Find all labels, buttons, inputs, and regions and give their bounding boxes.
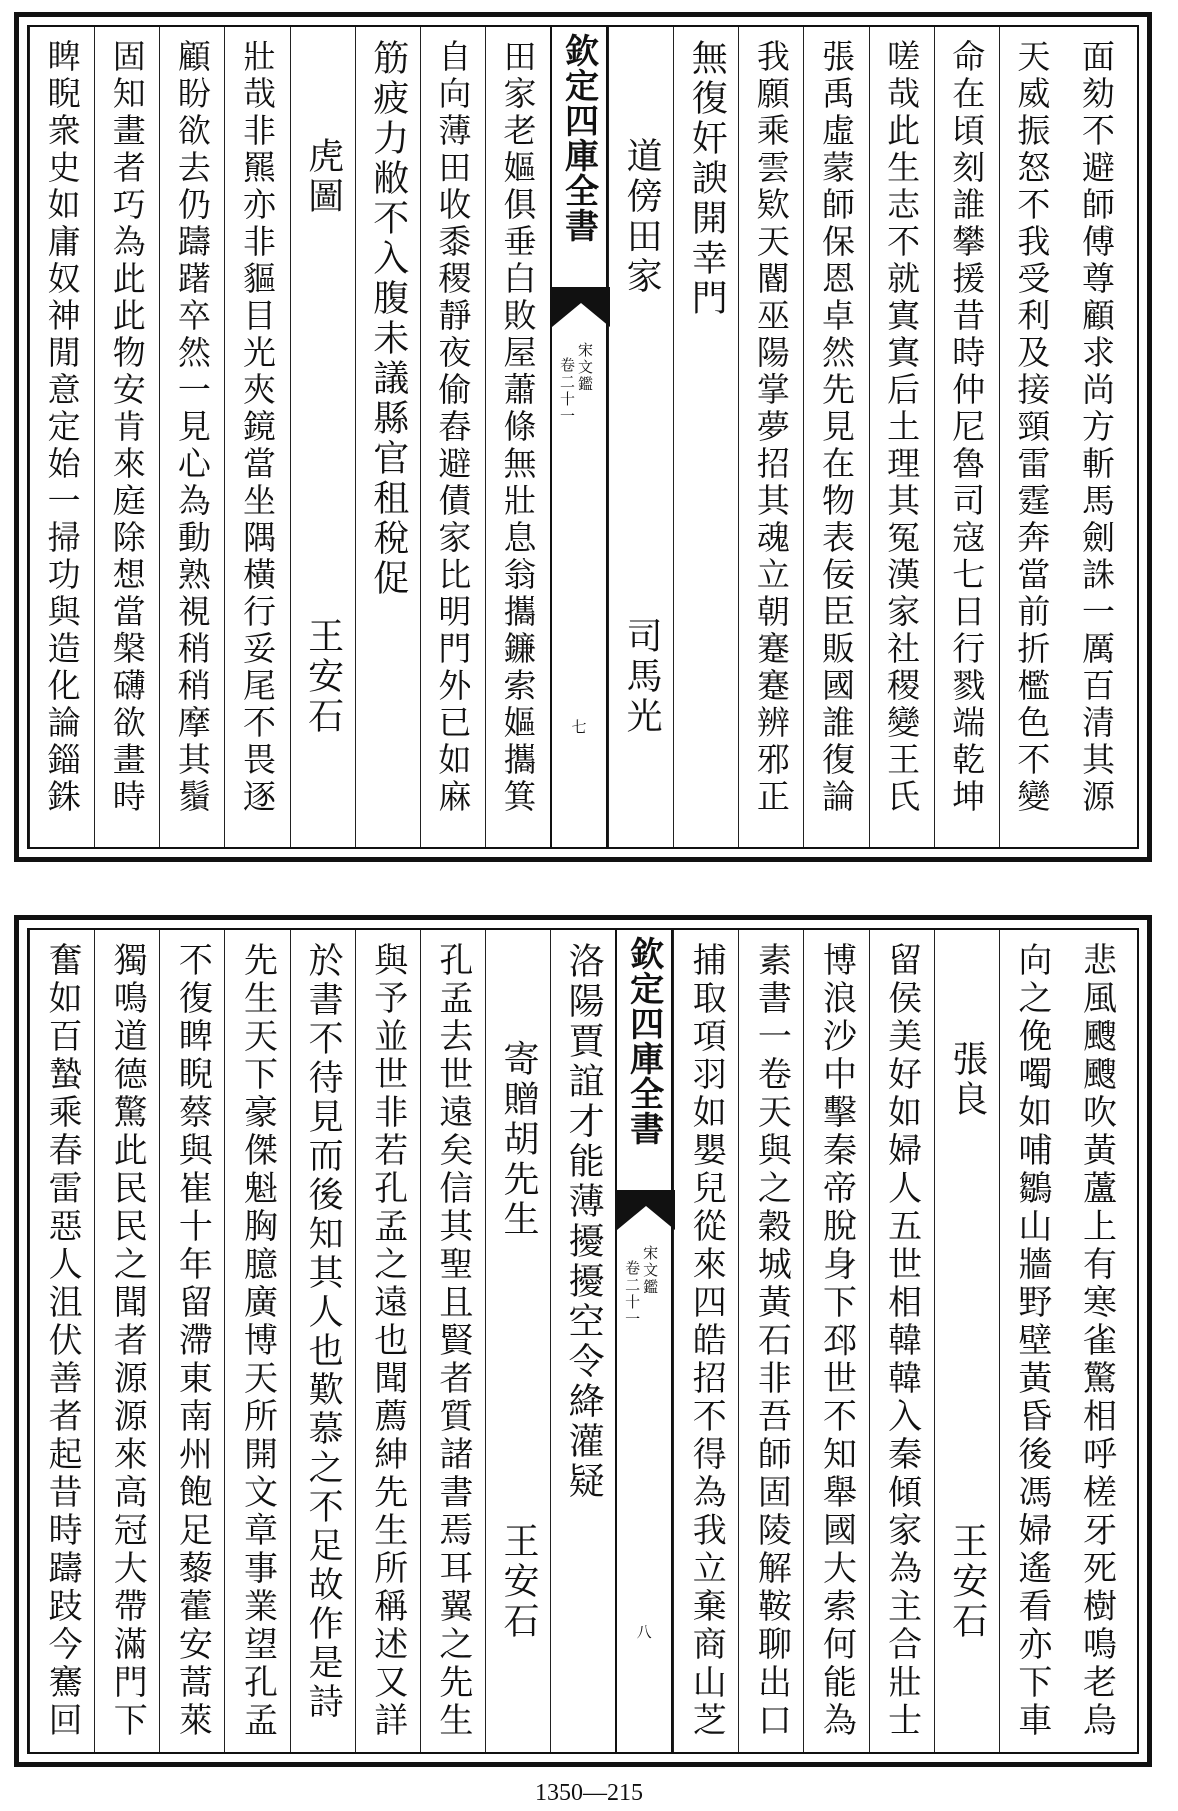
- text-column: [673, 930, 738, 1752]
- poem-author: 王安石: [497, 1522, 539, 1642]
- text-column: [29, 27, 94, 847]
- column-text: 於書不待見而後知其人也歎慕之不足故作是詩: [303, 942, 344, 1722]
- column-text: 捕取項羽如嬰兒從來四皓招不得為我立棄商山芝: [686, 942, 727, 1740]
- book-title: 欽定四庫全書: [558, 33, 599, 243]
- column-text: 孔孟去世遠矣信其聖且賢者質諸書焉耳翼之先生: [432, 942, 473, 1740]
- text-column: [290, 930, 355, 1752]
- column-text: 向之俛噣如哺鶵山牆野壁黃昏後馮婦遙看亦下車: [1011, 942, 1052, 1740]
- column-text: 顧盼欲去仍躊躇卒然一見心為動熟視稍稍摩其鬚: [172, 39, 212, 816]
- column-text: 筋疲力敝不入腹未議縣官租稅促: [367, 39, 409, 599]
- leaf-number: 七: [571, 718, 587, 736]
- page-bottom: [14, 915, 1152, 1767]
- poem-title: 張良: [946, 1040, 988, 1120]
- poem-title: 寄贈胡先生: [497, 1040, 539, 1240]
- poem-title: 虎圖: [302, 137, 344, 217]
- text-column: [355, 27, 420, 847]
- column-text: 嗟哉此生志不就寘寘后土理其冤漢家社稷變王氏: [882, 39, 922, 816]
- text-column: [934, 27, 999, 847]
- text-columns: [29, 930, 1137, 1752]
- book-gutter: [615, 930, 673, 1752]
- column-text: 悲風颼颼吹黃蘆上有寒雀驚相呼槎牙死樹鳴老烏: [1076, 942, 1117, 1740]
- column-text: 天威振怒不我受利及接頸雷霆奔當前折檻色不變: [1012, 39, 1052, 816]
- column-text: 固知畫者巧為此此物安肯來庭除想當槃礴欲畫時: [107, 39, 147, 816]
- page-footer-number: 1350—215: [535, 1780, 643, 1806]
- column-text: 田家老嫗俱垂白敗屋蕭條無壯息翁攜鐮索嫗攜箕: [498, 39, 538, 816]
- column-text: 留侯美好如婦人五世相韓韓入秦傾家為主合壯士: [881, 942, 922, 1740]
- text-column: [999, 27, 1064, 847]
- text-column: [224, 930, 289, 1752]
- book-title: 欽定四庫全書: [623, 936, 664, 1146]
- text-column: [94, 27, 159, 847]
- leaf-number: 八: [636, 1623, 652, 1641]
- column-text: 自向薄田收黍稷靜夜偷舂避債家比明門外已如麻: [433, 39, 473, 816]
- text-column: [420, 27, 485, 847]
- column-text: 壯哉非羆亦非貙目光夾鏡當坐隅橫行妥尾不畏逐: [237, 39, 277, 816]
- text-column: [94, 930, 159, 1752]
- book-gutter: [550, 27, 608, 847]
- text-column: [803, 27, 868, 847]
- text-column: [485, 930, 550, 1752]
- page-frame: [27, 25, 1139, 849]
- text-column: [738, 930, 803, 1752]
- poem-author: 司馬光: [621, 617, 663, 737]
- volume-label: 卷二十一: [623, 1260, 642, 1328]
- fish-tail-mark: [617, 1190, 675, 1230]
- text-column: [738, 27, 803, 847]
- text-column: [550, 930, 615, 1752]
- text-column: [869, 930, 934, 1752]
- text-column: [29, 930, 94, 1752]
- column-text: 睥睨衆史如庸奴神閒意定始一掃功與造化論錙銖: [42, 39, 82, 816]
- collection-name: 宋文鑑: [576, 342, 594, 393]
- text-column: [1064, 27, 1129, 847]
- poem-author: 王安石: [946, 1522, 988, 1642]
- text-column: [290, 27, 355, 847]
- column-text: 我願乘雲欵天閽巫陽掌夢招其魂立朝蹇蹇辨邪正: [751, 39, 791, 816]
- column-text: 博浪沙中擊秦帝脫身下邳世不知舉國大索何能為: [816, 942, 857, 1740]
- column-text: 洛陽賈誼才能薄擾擾空令絳灌疑: [563, 942, 605, 1502]
- text-column: [159, 27, 224, 847]
- fish-tail-mark: [552, 287, 610, 327]
- column-text: 命在頃刻誰攀援昔時仲尼魯司寇七日行戮端乾坤: [947, 39, 987, 816]
- text-column: [608, 27, 673, 847]
- poem-title: 道傍田家: [621, 137, 663, 297]
- page-frame: [27, 928, 1139, 1754]
- column-text: 先生天下豪傑魁胸臆廣博天所開文章事業望孔孟: [237, 942, 278, 1740]
- text-columns: [29, 27, 1137, 847]
- column-text: 面劾不避師傅尊顧求尚方斬馬劍誅一厲百清其源: [1076, 39, 1116, 816]
- volume-label: 卷二十一: [558, 357, 576, 425]
- column-text: 與予並世非若孔孟之遠也聞薦紳先生所稱述又詳: [367, 942, 408, 1740]
- text-column: [420, 930, 485, 1752]
- collection-name: 宋文鑑: [641, 1245, 660, 1296]
- column-text: 奮如百蟄乘春雷惡人沮伏善者起昔時躊跂今騫回: [42, 942, 83, 1740]
- column-text: 張禹虛蒙師保恩卓然先見在物表佞臣販國誰復論: [816, 39, 856, 816]
- column-text: 素書一卷天與之穀城黃石非吾師固陵解鞍聊出口: [751, 942, 792, 1740]
- text-column: [869, 27, 934, 847]
- text-column: [999, 930, 1064, 1752]
- poem-author: 王安石: [302, 617, 344, 737]
- text-column: [224, 27, 289, 847]
- column-text: 不復睥睨蔡與崔十年留滯東南州飽足藜藿安蒿萊: [172, 942, 213, 1740]
- text-column: [485, 27, 550, 847]
- text-column: [803, 930, 868, 1752]
- text-column: [673, 27, 738, 847]
- text-column: [934, 930, 999, 1752]
- column-text: 無復奸諛開幸門: [686, 39, 728, 319]
- page-top: [14, 12, 1152, 862]
- column-text: 獨鳴道德驚此民民之聞者源源來高冠大帶滿門下: [107, 942, 148, 1740]
- text-column: [1064, 930, 1129, 1752]
- text-column: [355, 930, 420, 1752]
- text-column: [159, 930, 224, 1752]
